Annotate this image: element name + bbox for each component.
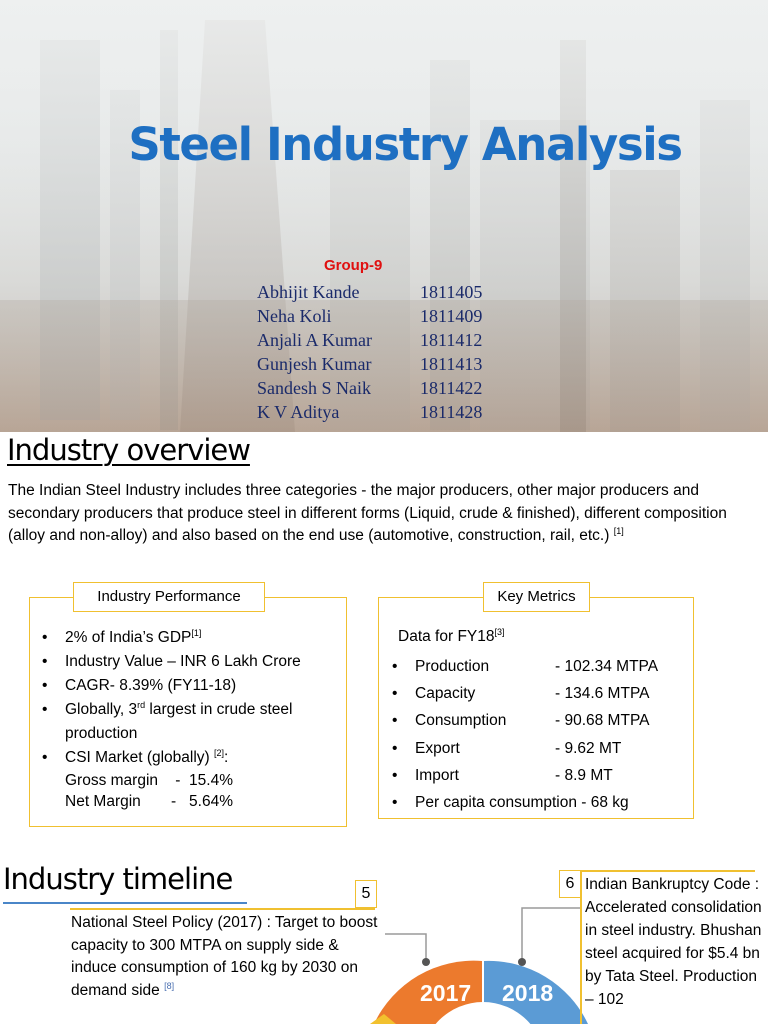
item5-number: 5: [355, 880, 377, 908]
connector-2017: [385, 934, 426, 960]
member-name: K V Aditya: [257, 402, 340, 422]
intro-text: The Indian Steel Industry includes three categories - the major producers, other major producers and secondary producers that produce steel in different forms (Liquid, crude & finished), different composition (alloy and non-alloy) and also based on the end use (automotive, construction, rail, etc.): [8, 482, 727, 544]
member-id: 1811413: [420, 354, 483, 374]
connector-dot-2018: [518, 958, 526, 966]
citation: [3]: [494, 626, 505, 637]
performance-label: Industry Performance: [73, 582, 265, 612]
metrics-list: [392, 653, 692, 816]
metrics-label: Key Metrics: [483, 582, 590, 612]
year-2018-label: 2018: [502, 980, 554, 1006]
heading-underline: [3, 902, 247, 904]
citation: [1]: [191, 627, 202, 638]
overview-heading: Industry overview: [7, 433, 250, 467]
member-name: Neha Koli: [257, 306, 332, 326]
gross-margin: Gross margin - 15.4%: [65, 772, 233, 789]
citation: [1]: [613, 525, 624, 536]
member-row: [257, 352, 482, 376]
member-name: Sandesh S Naik: [257, 378, 371, 398]
member-row: [257, 400, 482, 424]
list-item: • Import - 8.9 MT: [392, 762, 692, 789]
timeline-heading: Industry timeline: [3, 862, 233, 896]
member-row: [257, 328, 482, 352]
list-item: • Consumption - 90.68 MTPA: [392, 707, 692, 734]
member-list: [257, 280, 482, 424]
member-name: Gunjesh Kumar: [257, 354, 372, 374]
citation: [8]: [164, 980, 175, 991]
overview-intro: [8, 480, 764, 548]
list-item: • Production - 102.34 MTPA: [392, 653, 692, 680]
member-name: Abhijit Kande: [257, 282, 360, 302]
member-id: 1811409: [420, 306, 483, 326]
year-2017-label: 2017: [420, 980, 472, 1006]
net-margin: Net Margin - 5.64%: [65, 793, 233, 810]
performance-list: [42, 626, 342, 812]
connector-dot-2017: [422, 958, 430, 966]
member-row: [257, 280, 482, 304]
member-id: 1811422: [420, 378, 483, 398]
member-id: 1811412: [420, 330, 483, 350]
citation: [2]: [214, 747, 225, 758]
member-name: Anjali A Kumar: [257, 330, 372, 350]
list-item: • 2% of India’s GDP[1]: [42, 626, 342, 650]
member-id: 1811428: [420, 402, 483, 422]
item6-text: Indian Bankruptcy Code : Accelerated consolidation in steel industry. Bhushan steel acquired for $5.4 bn by Tata Steel. Production – 102: [585, 876, 762, 1008]
metrics-box: [378, 597, 694, 819]
item5-text: National Steel Policy (2017) : Target to boost capacity to 300 MTPA on supply side & induce consumption of 160 kg by 2030 on demand side [8]: [71, 914, 378, 999]
performance-box: [29, 597, 347, 827]
item6-rule: [580, 870, 755, 872]
item6-number: 6: [559, 870, 581, 898]
list-item: • Industry Value – INR 6 Lakh Crore: [42, 650, 342, 674]
metrics-data-for: Data for FY18[3]: [398, 626, 505, 645]
list-item: • Capacity - 134.6 MTPA: [392, 680, 692, 707]
overview-slide: [0, 432, 768, 838]
title-slide: [0, 0, 768, 432]
member-row: [257, 376, 482, 400]
group-label: Group-9: [324, 257, 383, 274]
item5-rule: [70, 908, 375, 910]
presentation-title: Steel Industry Analysis: [128, 118, 682, 171]
list-item: • Export - 9.62 MT: [392, 735, 692, 762]
connector-2018: [522, 908, 580, 962]
list-item: • CAGR- 8.39% (FY11-18): [42, 674, 342, 698]
list-item: • Per capita consumption - 68 kg: [392, 789, 692, 816]
timeline-slide: [0, 838, 768, 1024]
member-row: [257, 304, 482, 328]
list-item: • CSI Market (globally) [2]: Gross margin - 15.4% Net Margin - 5.64%: [42, 746, 342, 812]
member-id: 1811405: [420, 282, 483, 302]
list-item: • Globally, 3rd largest in crude steel production: [42, 698, 342, 746]
